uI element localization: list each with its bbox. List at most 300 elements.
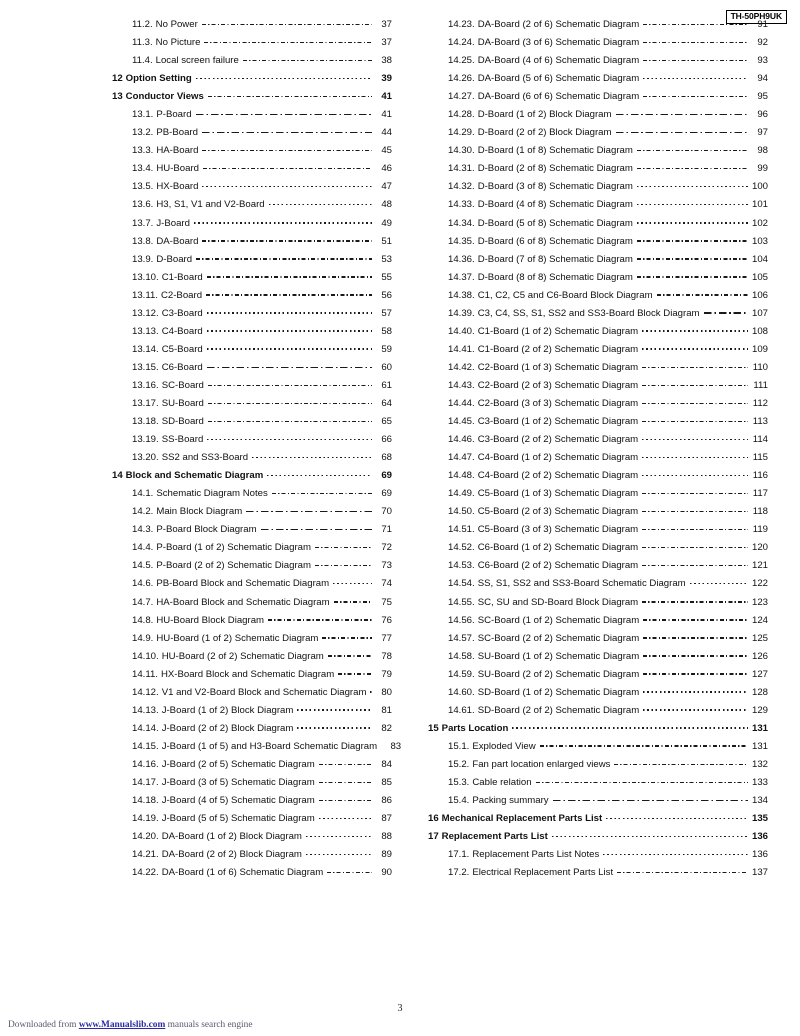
toc-entry-number: 14.40. (448, 325, 475, 337)
toc-entry-title: J-Board (156, 217, 190, 229)
toc-entry-title: D-Board (6 of 8) Schematic Diagram (477, 235, 633, 247)
toc-leader-dots (643, 18, 748, 27)
toc-leader-dots (208, 379, 372, 388)
toc-entry[interactable] (132, 614, 392, 632)
toc-entry[interactable] (448, 271, 768, 289)
toc-entry[interactable] (448, 866, 768, 884)
toc-leader-dots (207, 271, 372, 280)
toc-entry-number: 14.9. (132, 632, 154, 644)
page-number: 3 (397, 1003, 403, 1014)
toc-entry-title: SS, S1, SS2 and SS3-Board Schematic Diagram (477, 578, 686, 590)
toc-entry[interactable] (132, 415, 392, 433)
toc-entry[interactable] (448, 776, 768, 794)
toc-entry-page: 87 (381, 813, 392, 825)
toc-leader-dots (637, 180, 748, 189)
toc-entry[interactable] (132, 180, 392, 198)
toc-entry-title: C6-Board (161, 361, 203, 373)
toc-leader-dots (637, 144, 748, 153)
toc-entry[interactable] (132, 848, 392, 866)
toc-entry[interactable] (132, 36, 392, 54)
toc-leader-dots (261, 523, 372, 532)
toc-entry-page: 64 (381, 397, 392, 409)
toc-entry[interactable] (132, 18, 392, 36)
toc-leader-dots (202, 18, 372, 27)
toc-entry[interactable] (132, 289, 392, 307)
toc-entry-title: HU-Board Block Diagram (156, 614, 265, 626)
toc-entry[interactable] (448, 217, 768, 235)
toc-entry[interactable] (112, 72, 392, 90)
toc-entry-page: 57 (381, 307, 392, 319)
footer-suffix: manuals search engine (167, 1020, 253, 1030)
toc-entry[interactable] (132, 144, 392, 162)
toc-entry-number: 14.28. (448, 109, 475, 121)
toc-entry-page: 89 (381, 849, 392, 861)
toc-entry-title: SD-Board (2 of 2) Schematic Diagram (477, 704, 640, 716)
toc-entry[interactable] (448, 559, 768, 577)
toc-entry[interactable] (448, 758, 768, 776)
toc-entry-page: 105 (751, 271, 768, 283)
toc-entry-number: 14.29. (448, 127, 475, 139)
toc-entry-number: 14.58. (448, 650, 475, 662)
toc-entry-page: 41 (381, 109, 392, 121)
toc-entry[interactable] (448, 18, 768, 36)
toc-leader-dots (268, 614, 372, 623)
toc-leader-dots (616, 108, 748, 117)
toc-entry[interactable] (448, 289, 768, 307)
toc-leader-dots (370, 686, 372, 695)
toc-leader-dots (642, 505, 748, 514)
toc-entry-page: 53 (381, 253, 392, 265)
toc-entry[interactable] (428, 830, 768, 848)
toc-entry[interactable] (132, 632, 392, 650)
toc-entry-page: 73 (381, 560, 392, 572)
toc-entry-title: Cable relation (472, 776, 532, 788)
toc-leader-dots (643, 704, 748, 713)
toc-entry[interactable] (448, 253, 768, 271)
toc-entry-title: HA-Board (156, 145, 199, 157)
toc-entry-page: 111 (753, 379, 768, 391)
toc-entry-page: 135 (751, 813, 768, 825)
toc-entry-number: 14.3. (132, 524, 154, 536)
toc-entry-title: DA-Board (6 of 6) Schematic Diagram (477, 91, 640, 103)
toc-entry[interactable] (132, 361, 392, 379)
toc-leader-dots (643, 36, 748, 45)
toc-entry[interactable] (428, 722, 768, 740)
toc-entry[interactable] (132, 722, 392, 740)
toc-leader-dots (643, 686, 748, 695)
toc-leader-dots (643, 668, 748, 677)
toc-leader-dots (328, 650, 372, 659)
toc-entry-title: D-Board (2 of 2) Block Diagram (477, 127, 612, 139)
toc-entry[interactable] (132, 325, 392, 343)
toc-entry[interactable] (132, 54, 392, 72)
toc-entry-page: 59 (381, 343, 392, 355)
toc-entry-page: 88 (381, 831, 392, 843)
toc-entry-number: 14.53. (448, 560, 475, 572)
toc-entry[interactable] (132, 559, 392, 577)
toc-entry-number: 14.56. (448, 614, 475, 626)
toc-entry-number: 14.15. (132, 740, 159, 752)
toc-entry-page: 71 (381, 524, 392, 536)
toc-entry-title: SC, SU and SD-Board Block Diagram (477, 596, 639, 608)
toc-entry-page: 82 (381, 722, 392, 734)
toc-entry[interactable] (132, 596, 392, 614)
toc-leader-dots (319, 776, 372, 785)
toc-entry-page: 96 (757, 109, 768, 121)
toc-entry-title: C3-Board (161, 307, 203, 319)
toc-entry-title: P-Board (1 of 2) Schematic Diagram (156, 542, 311, 554)
toc-entry-number: 13.20. (132, 452, 159, 464)
toc-entry-number: 14.30. (448, 145, 475, 157)
toc-entry-number: 14.32. (448, 181, 475, 193)
toc-entry-number: 13.4. (132, 163, 154, 175)
toc-leader-dots (327, 866, 372, 875)
toc-entry-page: 70 (381, 506, 392, 518)
toc-entry-title: C3, C4, SS, S1, SS2 and SS3-Board Block Diagram (477, 307, 700, 319)
toc-entry-title: SU-Board (161, 397, 204, 409)
toc-entry[interactable] (132, 108, 392, 126)
toc-entry-title: C2-Board (160, 289, 203, 301)
toc-entry[interactable] (448, 144, 768, 162)
toc-entry[interactable] (448, 632, 768, 650)
toc-entry-number: 14.25. (448, 55, 475, 67)
toc-entry-number: 15.2. (448, 758, 470, 770)
toc-leader-dots (338, 668, 372, 677)
toc-entry[interactable] (112, 90, 392, 108)
toc-entry[interactable] (448, 198, 768, 216)
toc-entry-title: Mechanical Replacement Parts List (441, 813, 603, 825)
toc-entry-title: SD-Board (1 of 2) Schematic Diagram (477, 686, 640, 698)
toc-entry-number: 14.12. (132, 686, 159, 698)
toc-entry-number: 14 (112, 470, 123, 482)
toc-entry-page: 137 (751, 867, 768, 879)
toc-leader-dots (642, 487, 748, 496)
toc-leader-dots (267, 469, 372, 478)
toc-entry[interactable] (132, 126, 392, 144)
toc-entry-page: 74 (381, 578, 392, 590)
toc-entry[interactable] (132, 217, 392, 235)
toc-entry-title: SS2 and SS3-Board (161, 452, 249, 464)
toc-entry[interactable] (132, 740, 402, 758)
toc-entry[interactable] (448, 90, 768, 108)
toc-entry[interactable] (448, 361, 768, 379)
toc-entry-page: 131 (751, 740, 768, 752)
toc-entry[interactable] (132, 812, 392, 830)
toc-entry-number: 14.44. (448, 397, 475, 409)
toc-entry-page: 112 (752, 397, 768, 409)
toc-leader-dots (206, 289, 372, 298)
toc-entry-number: 14.43. (448, 379, 475, 391)
toc-entry-number: 14.49. (448, 488, 475, 500)
toc-leader-dots (269, 198, 372, 207)
toc-entry-number: 14.7. (132, 596, 154, 608)
toc-entry-page: 134 (751, 795, 768, 807)
toc-entry[interactable] (448, 397, 768, 415)
toc-leader-dots (207, 325, 372, 334)
toc-entry[interactable] (448, 848, 768, 866)
toc-entry-page: 107 (751, 307, 768, 319)
toc-entry-page: 122 (751, 578, 768, 590)
toc-entry[interactable] (132, 541, 392, 559)
toc-entry-number: 14.2. (132, 506, 154, 518)
toc-entry-title: No Power (155, 19, 198, 30)
toc-entry-page: 125 (751, 632, 768, 644)
toc-entry[interactable] (132, 523, 392, 541)
model-number-badge: TH-50PH9UK (726, 10, 787, 24)
toc-entry[interactable] (132, 668, 392, 686)
toc-entry-number: 14.36. (448, 253, 475, 265)
toc-entry[interactable] (448, 343, 768, 361)
toc-leader-dots (642, 469, 748, 478)
toc-leader-dots (204, 36, 372, 45)
toc-entry[interactable] (448, 577, 768, 595)
toc-entry-title: Block and Schematic Diagram (125, 470, 264, 482)
toc-entry-title: HA-Board Block and Schematic Diagram (156, 596, 330, 608)
toc-leader-dots (642, 433, 748, 442)
toc-entry[interactable] (132, 650, 392, 668)
toc-leader-dots (333, 577, 372, 586)
toc-entry-number: 13.18. (132, 416, 159, 428)
toc-entry[interactable] (448, 307, 768, 325)
toc-entry[interactable] (448, 72, 768, 90)
toc-entry-page: 104 (751, 253, 768, 265)
toc-entry-page: 48 (381, 199, 392, 211)
toc-entry-title: No Picture (155, 37, 201, 49)
toc-entry[interactable] (448, 162, 768, 180)
toc-entry-page: 94 (757, 73, 768, 85)
toc-entry-title: C2-Board (1 of 3) Schematic Diagram (477, 361, 639, 373)
toc-entry-number: 15.3. (448, 776, 470, 788)
toc-entry[interactable] (448, 794, 768, 812)
toc-entry[interactable] (448, 108, 768, 126)
toc-entry-number: 11.4. (132, 55, 153, 67)
toc-entry[interactable] (448, 126, 768, 144)
toc-entry-page: 98 (757, 145, 768, 157)
toc-entry-page: 86 (381, 795, 392, 807)
toc-entry[interactable] (132, 379, 392, 397)
toc-entry-page: 77 (381, 632, 392, 644)
toc-entry-title: SU-Board (2 of 2) Schematic Diagram (477, 668, 640, 680)
toc-entry-title: J-Board (1 of 5) and H3-Board Schematic Diagram (161, 740, 378, 752)
toc-entry-title: DA-Board (5 of 6) Schematic Diagram (477, 73, 640, 85)
toc-entry-title: Local screen failure (155, 55, 239, 67)
toc-leader-dots (642, 379, 748, 388)
toc-entry[interactable] (132, 433, 392, 451)
toc-entry-page: 76 (381, 614, 392, 626)
toc-entry[interactable] (132, 451, 392, 469)
toc-leader-dots (297, 704, 372, 713)
toc-leader-dots (553, 794, 748, 803)
toc-entry-page: 75 (381, 596, 392, 608)
toc-entry-number: 14.52. (448, 542, 475, 554)
toc-entry-number: 14.6. (132, 578, 154, 590)
toc-entry[interactable] (448, 523, 768, 541)
toc-entry[interactable] (132, 830, 392, 848)
toc-entry[interactable] (428, 812, 768, 830)
toc-entry-page: 136 (751, 831, 768, 843)
footer-prefix: Downloaded from (8, 1020, 77, 1030)
toc-entry[interactable] (112, 469, 392, 487)
toc-entry[interactable] (448, 487, 768, 505)
toc-entry-title: Conductor Views (125, 91, 204, 103)
toc-entry[interactable] (448, 235, 768, 253)
toc-leader-dots (643, 614, 748, 623)
toc-entry-title: C3-Board (1 of 2) Schematic Diagram (477, 416, 639, 428)
toc-entry[interactable] (132, 271, 392, 289)
toc-entry[interactable] (448, 325, 768, 343)
toc-entry[interactable] (448, 704, 768, 722)
toc-entry-number: 14.5. (132, 560, 154, 572)
toc-entry[interactable] (448, 451, 768, 469)
toc-entry[interactable] (132, 307, 392, 325)
toc-entry-title: C1-Board (2 of 2) Schematic Diagram (477, 343, 639, 355)
toc-entry-number: 13 (112, 91, 123, 103)
toc-entry-title: Option Setting (125, 73, 192, 85)
toc-entry-title: C1-Board (1 of 2) Schematic Diagram (477, 325, 639, 337)
toc-entry-number: 14.10. (132, 650, 159, 662)
toc-entry-page: 84 (381, 758, 392, 770)
toc-entry[interactable] (448, 415, 768, 433)
toc-entry-number: 14.46. (448, 434, 475, 446)
toc-leader-dots (643, 90, 748, 99)
toc-entry-number: 13.6. (132, 199, 154, 211)
toc-entry-number: 14.55. (448, 596, 475, 608)
toc-entry[interactable] (448, 54, 768, 72)
toc-entry-page: 136 (751, 849, 768, 861)
toc-leader-dots (637, 235, 748, 244)
toc-entry[interactable] (132, 487, 392, 505)
toc-leader-dots (642, 397, 748, 406)
toc-leader-dots (306, 848, 372, 857)
toc-entry-title: Replacement Parts List (441, 831, 548, 843)
toc-leader-dots (252, 451, 372, 460)
toc-entry-title: Packing summary (472, 795, 549, 807)
toc-entry-page: 106 (751, 289, 768, 301)
toc-entry[interactable] (448, 379, 768, 397)
toc-entry-page: 58 (381, 325, 392, 337)
toc-entry-title: D-Board (2 of 8) Schematic Diagram (477, 163, 633, 175)
toc-entry[interactable] (132, 776, 392, 794)
toc-entry-title: J-Board (5 of 5) Schematic Diagram (161, 813, 315, 825)
manualslib-link[interactable]: www.Manualslib.com (78, 1020, 166, 1030)
toc-entry-number: 13.10. (132, 271, 159, 283)
toc-entry-number: 15.4. (448, 795, 470, 807)
toc-entry[interactable] (132, 343, 392, 361)
toc-entry-number: 14.13. (132, 704, 159, 716)
toc-entry-number: 14.8. (132, 614, 154, 626)
toc-leader-dots (643, 650, 748, 659)
toc-entry[interactable] (132, 686, 392, 704)
toc-entry-number: 11.3. (132, 37, 153, 49)
toc-entry[interactable] (132, 162, 392, 180)
toc-leader-dots (552, 830, 748, 839)
toc-entry-title: C1, C2, C5 and C6-Board Block Diagram (477, 289, 653, 301)
toc-entry[interactable] (132, 235, 392, 253)
toc-entry[interactable] (132, 758, 392, 776)
toc-entry-page: 119 (752, 524, 768, 536)
toc-entry[interactable] (448, 686, 768, 704)
toc-entry[interactable] (448, 36, 768, 54)
toc-leader-dots (642, 541, 748, 550)
toc-entry-number: 13.2. (132, 127, 154, 139)
toc-entry[interactable] (132, 866, 392, 884)
toc-entry[interactable] (132, 397, 392, 415)
toc-entry[interactable] (448, 469, 768, 487)
toc-entry[interactable] (132, 505, 392, 523)
toc-entry[interactable] (132, 704, 392, 722)
toc-entry-page: 101 (751, 199, 768, 211)
toc-entry[interactable] (132, 577, 392, 595)
toc-entry-title: C4-Board (2 of 2) Schematic Diagram (477, 470, 639, 482)
toc-entry-page: 116 (752, 470, 768, 482)
toc-leader-dots (642, 415, 748, 424)
toc-entry[interactable] (448, 650, 768, 668)
toc-entry-number: 14.24. (448, 37, 475, 49)
toc-entry-page: 49 (381, 217, 392, 229)
toc-entry-number: 13.5. (132, 181, 154, 193)
table-of-contents (0, 18, 800, 884)
toc-entry[interactable] (132, 794, 392, 812)
toc-entry-number: 14.33. (448, 199, 475, 211)
toc-entry[interactable] (448, 541, 768, 559)
toc-entry-title: P-Board (2 of 2) Schematic Diagram (156, 560, 311, 572)
toc-leader-dots (637, 271, 748, 280)
toc-entry[interactable] (448, 596, 768, 614)
toc-entry-title: DA-Board (2 of 2) Block Diagram (161, 849, 302, 861)
toc-entry-title: C2-Board (2 of 3) Schematic Diagram (477, 379, 639, 391)
toc-leader-dots (536, 776, 748, 785)
toc-entry-number: 14.34. (448, 217, 475, 229)
toc-entry-title: SS-Board (161, 434, 204, 446)
toc-entry-page: 121 (751, 560, 768, 572)
toc-entry-title: J-Board (4 of 5) Schematic Diagram (161, 795, 315, 807)
toc-entry-number: 14.1. (132, 488, 154, 500)
toc-entry-number: 14.18. (132, 795, 159, 807)
toc-entry[interactable] (448, 740, 768, 758)
toc-entry[interactable] (448, 505, 768, 523)
toc-leader-dots (637, 253, 748, 262)
toc-entry-page: 60 (381, 361, 392, 373)
toc-entry-number: 14.35. (448, 235, 475, 247)
toc-entry-title: D-Board (7 of 8) Schematic Diagram (477, 253, 633, 265)
toc-entry-number: 14.50. (448, 506, 475, 518)
toc-entry[interactable] (448, 433, 768, 451)
toc-entry-title: Fan part location enlarged views (472, 758, 611, 770)
toc-entry-page: 115 (752, 452, 768, 464)
toc-entry-title: DA-Board (156, 235, 199, 247)
toc-entry[interactable] (132, 198, 392, 216)
toc-entry[interactable] (132, 253, 392, 271)
toc-entry-title: DA-Board (1 of 2) Block Diagram (161, 831, 302, 843)
toc-leader-dots (540, 740, 748, 749)
toc-entry-number: 13.13. (132, 325, 159, 337)
toc-entry-title: C5-Board (2 of 3) Schematic Diagram (477, 506, 639, 518)
toc-entry-page: 61 (381, 379, 392, 391)
toc-entry-title: P-Board Block Diagram (156, 524, 257, 536)
toc-leader-dots (642, 523, 748, 532)
toc-leader-dots (202, 180, 372, 189)
toc-entry[interactable] (448, 180, 768, 198)
toc-entry[interactable] (448, 668, 768, 686)
toc-column-right (400, 18, 800, 884)
toc-entry[interactable] (448, 614, 768, 632)
toc-leader-dots (642, 361, 748, 370)
toc-entry-number: 14.48. (448, 470, 475, 482)
toc-entry-number: 13.12. (132, 307, 159, 319)
toc-entry-number: 11.2. (132, 19, 153, 30)
toc-entry-page: 79 (381, 668, 392, 680)
toc-entry-number: 14.42. (448, 361, 475, 373)
